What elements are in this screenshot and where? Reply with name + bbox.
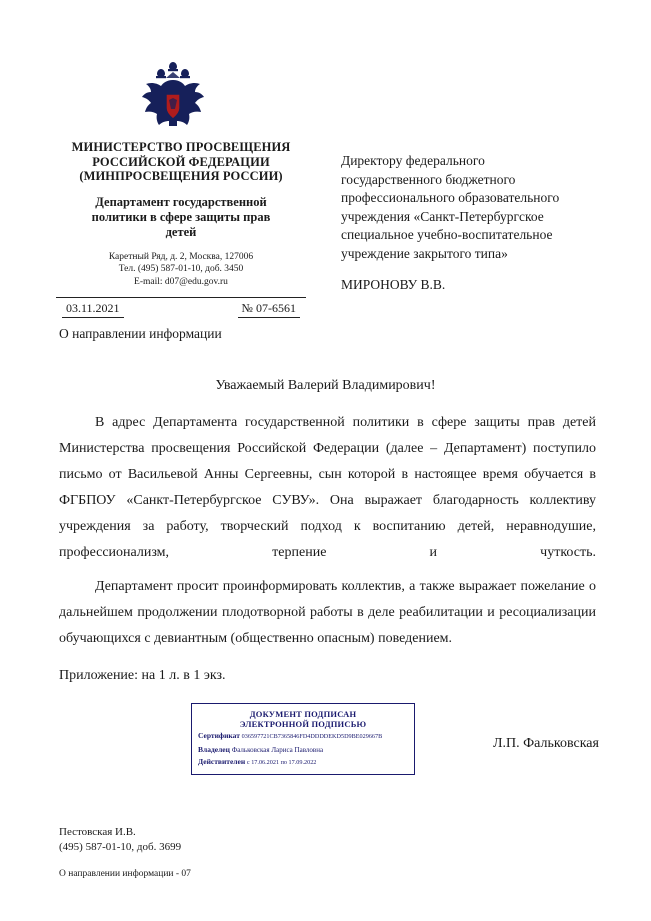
document-meta bbox=[56, 301, 306, 318]
address-street: Каретный Ряд, д. 2, Москва, 127006 bbox=[108, 251, 254, 262]
address-email: E-mail: d07@edu.gov.ru bbox=[134, 276, 228, 287]
signer-name: Л.П. Фальковская bbox=[493, 736, 599, 751]
letterhead-divider bbox=[56, 297, 306, 298]
document-date: 03.11.2021 bbox=[62, 301, 124, 318]
addressee-line-1: Директору федерального bbox=[341, 153, 485, 168]
address-phone: Тел. (495) 587-01-10, доб. 3450 bbox=[118, 264, 244, 274]
ministry-line-2: РОССИЙСКОЙ ФЕДЕРАЦИИ bbox=[92, 154, 270, 169]
executor-name: Пестовская И.В. bbox=[59, 826, 136, 838]
ministry-line-1: МИНИСТЕРСТВО ПРОСВЕЩЕНИЯ bbox=[71, 140, 291, 154]
addressee-line-2: государственного бюджетного bbox=[341, 171, 516, 187]
stamp-certificate bbox=[198, 731, 408, 743]
letterhead bbox=[56, 140, 306, 318]
body-paragraph-2: Департамент просит проинформировать коллектив, а также выражает пожелание о дальнейшем продолжении плодотворной работы в деле реабилитации и ресоциализации обучающихся с девиантным (общественно опасным) поведением. bbox=[59, 579, 596, 646]
document-subject: О направлении информации bbox=[59, 326, 222, 341]
stamp-title-line-2: ЭЛЕКТРОННОЙ ПОДПИСЬЮ bbox=[239, 719, 367, 729]
addressee-line-4: учреждения «Санкт-Петербургское bbox=[341, 208, 544, 224]
document-number: № 07-6561 bbox=[238, 301, 300, 318]
stamp-certificate-label: Сертификат bbox=[198, 731, 240, 740]
addressee-line-5: специальное учебно-воспитательное bbox=[341, 227, 553, 242]
file-reference: О направлении информации - 07 bbox=[59, 869, 191, 879]
executor-phone: (495) 587-01-10, доб. 3699 bbox=[59, 841, 182, 853]
russian-federation-coat-of-arms-icon bbox=[133, 60, 213, 132]
department-address bbox=[56, 251, 306, 289]
attachment-note: Приложение: на 1 л. в 1 экз. bbox=[59, 668, 226, 683]
stamp-owner-label: Владелец bbox=[198, 744, 230, 754]
stamp-owner-value: Фальковская Лариса Павловна bbox=[231, 745, 324, 754]
stamp-owner bbox=[198, 745, 408, 756]
salutation: Уважаемый Валерий Владимирович! bbox=[215, 378, 436, 393]
ministry-name bbox=[56, 140, 306, 184]
letter-body bbox=[59, 410, 596, 660]
department-line-2: политики в сфере защиты прав bbox=[91, 209, 271, 224]
addressee-block bbox=[341, 152, 601, 263]
body-paragraph-1: В адрес Департамента государственной политики в сфере защиты прав детей Министерства просвещения Российской Федерации (далее – Департамент) поступило письмо от Васильевой Анны Сергеевны, сын которой в настоящее время обучается в ФГБПОУ «Санкт-Петербургское СУВУ». Она выражает благодарность коллективу учреждения за работу, творческий подход к воспитанию детей, неравнодушие, профессионализм, терпение и чуткость. bbox=[59, 415, 596, 560]
electronic-signature-stamp bbox=[191, 703, 415, 775]
stamp-validity bbox=[198, 757, 408, 769]
addressee-line-3: профессионального образовательного bbox=[341, 190, 560, 205]
stamp-certificate-value: 036597721СВ7365846FD4DDDDEKD5D9BE029667B bbox=[241, 733, 383, 740]
stamp-validity-label: Действителен bbox=[198, 757, 246, 766]
department-name bbox=[56, 195, 306, 240]
stamp-title bbox=[198, 709, 408, 729]
addressee-line-6: учреждение закрытого типа» bbox=[341, 245, 508, 261]
stamp-title-line-1: ДОКУМЕНТ ПОДПИСАН bbox=[249, 709, 357, 719]
executor-block bbox=[59, 825, 181, 855]
department-line-3: детей bbox=[165, 224, 197, 239]
department-line-1: Департамент государственной bbox=[95, 194, 267, 209]
ministry-line-3: (МИНПРОСВЕЩЕНИЯ РОССИИ) bbox=[79, 169, 283, 183]
addressee-name: МИРОНОВУ В.В. bbox=[341, 277, 446, 292]
stamp-validity-value: с 17.06.2021 по 17.09.2022 bbox=[246, 759, 317, 766]
